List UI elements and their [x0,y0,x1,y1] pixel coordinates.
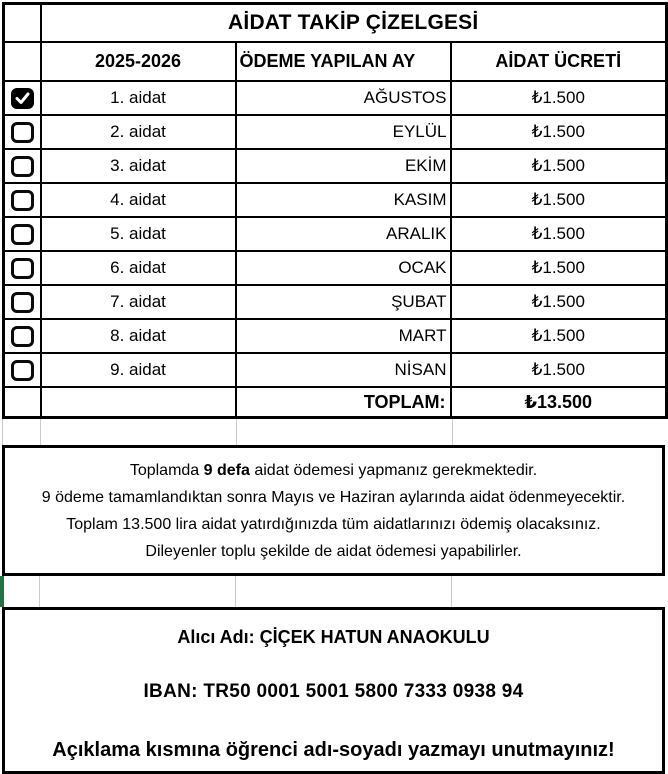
month-cell: EYLÜL [236,115,451,149]
empty-cell [2,576,40,607]
month-cell: OCAK [236,251,451,285]
table-row [4,251,667,285]
column-header-month: ÖDEME YAPILAN AY [236,42,451,81]
checkbox-cell [4,149,41,183]
empty-cell [453,419,665,445]
checkbox-cell [4,353,41,387]
payment-warning: Açıklama kısmına öğrenci adı-soyadı yazmayı unutmayınız! [52,739,615,761]
total-label: TOPLAM: [236,387,451,418]
note-line-1 [5,457,662,484]
note-line-4: Dileyenler toplu şekilde de aidat ödemesi yapabilirler. [145,542,522,560]
amount-cell: ₺1.500 [451,285,667,319]
column-header-year: 2025-2026 [41,42,236,81]
payment-checkbox[interactable] [11,326,34,347]
note-line-1-bold: 9 defa [203,461,250,479]
installment-label: 7. aidat [41,285,236,319]
spreadsheet-gap-row [2,419,665,445]
month-cell: ŞUBAT [236,285,451,319]
table-row [4,149,667,183]
table-row [4,319,667,353]
payment-checkbox[interactable] [11,190,34,211]
checkbox-cell [4,183,41,217]
total-empty-cell [41,387,236,418]
empty-cell [236,576,452,607]
installment-label: 1. aidat [41,81,236,115]
month-cell: AĞUSTOS [236,81,451,115]
spreadsheet-gap-row [2,576,665,607]
checkbox-cell [4,251,41,285]
amount-cell: ₺1.500 [451,251,667,285]
amount-cell: ₺1.500 [451,217,667,251]
month-cell: MART [236,319,451,353]
selection-indicator [0,576,4,607]
payment-info-box [2,607,665,774]
note-line-2: 9 ödeme tamamlandıktan sonra Mayıs ve Haziran aylarında aidat ödenmeyecektir. [41,488,626,506]
note-line-1-suffix: aidat ödemesi yapmanız gerekmektedir. [249,461,538,479]
total-amount: ₺13.500 [451,387,667,418]
dues-table [2,2,668,419]
total-checkbox-spacer [4,387,41,418]
amount-cell: ₺1.500 [451,319,667,353]
title-checkbox-spacer [4,4,41,43]
installment-label: 8. aidat [41,319,236,353]
table-row [4,353,667,387]
month-cell: KASIM [236,183,451,217]
table-row [4,115,667,149]
amount-cell: ₺1.500 [451,149,667,183]
payment-checkbox[interactable] [11,258,34,279]
installment-label: 3. aidat [41,149,236,183]
check-icon [15,92,30,105]
amount-cell: ₺1.500 [451,115,667,149]
total-row [4,387,667,418]
spreadsheet [0,2,668,770]
payment-checkbox[interactable] [11,156,34,177]
month-cell: EKİM [236,149,451,183]
payment-checkbox[interactable] [11,88,34,109]
table-row [4,183,667,217]
header-row [4,42,667,81]
note-line-3: Toplam 13.500 lira aidat yatırdığınızda tüm aidatlarınızı ödemiş olacaksınız. [66,515,601,533]
installment-label: 4. aidat [41,183,236,217]
month-cell: ARALIK [236,217,451,251]
recipient-name: Alıcı Adı: ÇİÇEK HATUN ANAOKULU [177,627,490,647]
installment-label: 6. aidat [41,251,236,285]
checkbox-cell [4,285,41,319]
empty-cell [237,419,453,445]
iban-number: IBAN: TR50 0001 5001 5800 7333 0938 94 [143,681,524,702]
title-row [4,4,667,43]
empty-cell [41,419,237,445]
empty-cell [40,576,236,607]
installment-label: 2. aidat [41,115,236,149]
payment-checkbox[interactable] [11,224,34,245]
amount-cell: ₺1.500 [451,81,667,115]
header-checkbox-spacer [4,42,41,81]
payment-checkbox[interactable] [11,122,34,143]
checkbox-cell [4,115,41,149]
page-title: AİDAT TAKİP ÇİZELGESİ [41,4,667,43]
checkbox-cell [4,217,41,251]
note-line-1-prefix: Toplamda [129,461,204,479]
payment-checkbox[interactable] [11,292,34,313]
installment-label: 9. aidat [41,353,236,387]
checkbox-cell [4,319,41,353]
amount-cell: ₺1.500 [451,183,667,217]
checkbox-cell [4,81,41,115]
month-cell: NİSAN [236,353,451,387]
empty-cell [2,419,41,445]
column-header-fee: AİDAT ÜCRETİ [451,42,667,81]
amount-cell: ₺1.500 [451,353,667,387]
table-row [4,285,667,319]
table-row [4,217,667,251]
empty-cell [452,576,665,607]
payment-checkbox[interactable] [11,360,34,381]
notes-box [2,445,665,576]
table-row [4,81,667,115]
installment-label: 5. aidat [41,217,236,251]
